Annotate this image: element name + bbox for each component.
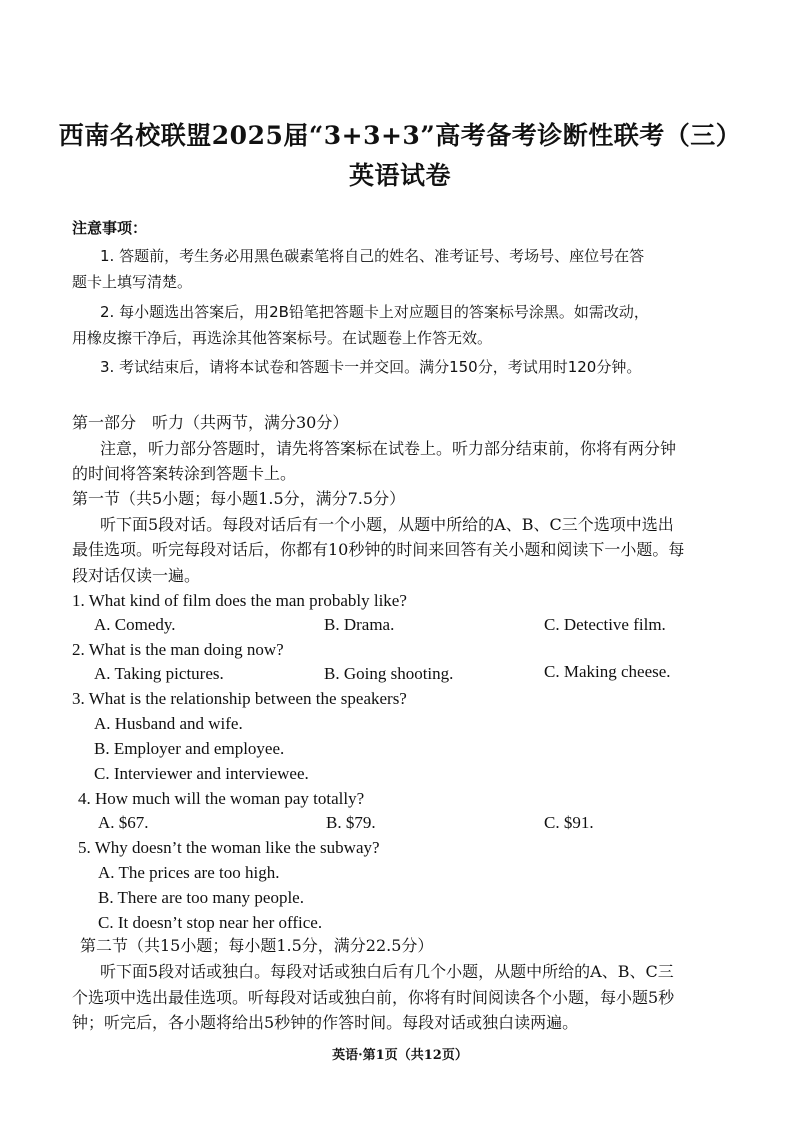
notice-item-2a: 2. 每小题选出答案后，用2B铅笔把答题卡上对应题目的答案标号涂黑。如需改动， xyxy=(100,303,649,321)
notice-heading: 注意事项： xyxy=(72,219,148,237)
q3-option-a: A. Husband and wife. xyxy=(94,714,243,733)
question-2: 2. What is the man doing now? xyxy=(72,640,284,659)
q4-option-a: A. $67. xyxy=(98,813,149,832)
section2-instr-a: 听下面5段对话或独白。每段对话或独白后有几个小题，从题中所给的A、B、C三 xyxy=(100,962,674,981)
question-3: 3. What is the relationship between the speakers? xyxy=(72,689,407,708)
notice-item-1a: 1. 答题前，考生务必用黑色碳素笔将自己的姓名、准考证号、考场号、座位号在答 xyxy=(100,247,645,265)
q1-option-b: B. Drama. xyxy=(324,615,395,634)
question-5: 5. Why doesn’t the woman like the subway? xyxy=(78,838,380,857)
part1-heading: 第一部分 听力（共两节，满分30分） xyxy=(72,413,349,432)
q5-option-a: A. The prices are too high. xyxy=(98,863,280,882)
exam-subject: 英语试卷 xyxy=(348,161,451,190)
q5-option-c: C. It doesn’t stop near her office. xyxy=(98,913,323,932)
page-footer: 英语·第1页（共12页） xyxy=(332,1048,468,1063)
notice-item-3: 3. 考试结束后，请将本试卷和答题卡一并交回。满分150分，考试用时120分钟。 xyxy=(100,358,642,376)
part1-note-a: 注意，听力部分答题时，请先将答案标在试卷上。听力部分结束前，你将有两分钟 xyxy=(100,439,677,458)
section1-heading: 第一节（共5小题；每小题1.5分，满分7.5分） xyxy=(72,489,406,508)
q1-option-c: C. Detective film. xyxy=(544,615,666,634)
question-4: 4. How much will the woman pay totally? xyxy=(78,789,365,808)
q5-option-b: B. There are too many people. xyxy=(98,888,304,907)
q3-option-b: B. Employer and employee. xyxy=(94,739,285,758)
section1-instr-c: 段对话仅读一遍。 xyxy=(72,566,201,585)
q4-option-c: C. $91. xyxy=(544,813,594,832)
section2-instr-c: 钟；听完后，各小题将给出5秒钟的作答时间。每段对话或独白读两遍。 xyxy=(72,1013,579,1032)
section2-heading: 第二节（共15小题；每小题1.5分，满分22.5分） xyxy=(80,936,434,955)
question-1: 1. What kind of film does the man probably like? xyxy=(72,591,407,610)
q2-option-b: B. Going shooting. xyxy=(324,664,454,683)
q2-option-c: C. Making cheese. xyxy=(544,662,671,681)
part1-note-b: 的时间将答案转涂到答题卡上。 xyxy=(72,464,297,483)
section1-instr-b: 最佳选项。听完每段对话后，你都有10秒钟的时间来回答有关小题和阅读下一小题。每 xyxy=(72,540,685,559)
notice-item-1b: 题卡上填写清楚。 xyxy=(72,273,193,291)
q1-option-a: A. Comedy. xyxy=(94,615,176,634)
section2-instr-b: 个选项中选出最佳选项。听每段对话或独白前，你将有时间阅读各个小题，每小题5秒 xyxy=(72,988,675,1007)
section1-instr-a: 听下面5段对话。每段对话后有一个小题，从题中所给的A、B、C三个选项中选出 xyxy=(100,515,674,534)
notice-item-2b: 用橡皮擦干净后，再选涂其他答案标号。在试题卷上作答无效。 xyxy=(72,329,493,347)
q2-option-a: A. Taking pictures. xyxy=(94,664,224,683)
q3-option-c: C. Interviewer and interviewee. xyxy=(94,764,309,783)
exam-title: 西南名校联盟2025届“3+3+3”高考备考诊断性联考（三） xyxy=(58,121,742,150)
q4-option-b: B. $79. xyxy=(326,813,376,832)
